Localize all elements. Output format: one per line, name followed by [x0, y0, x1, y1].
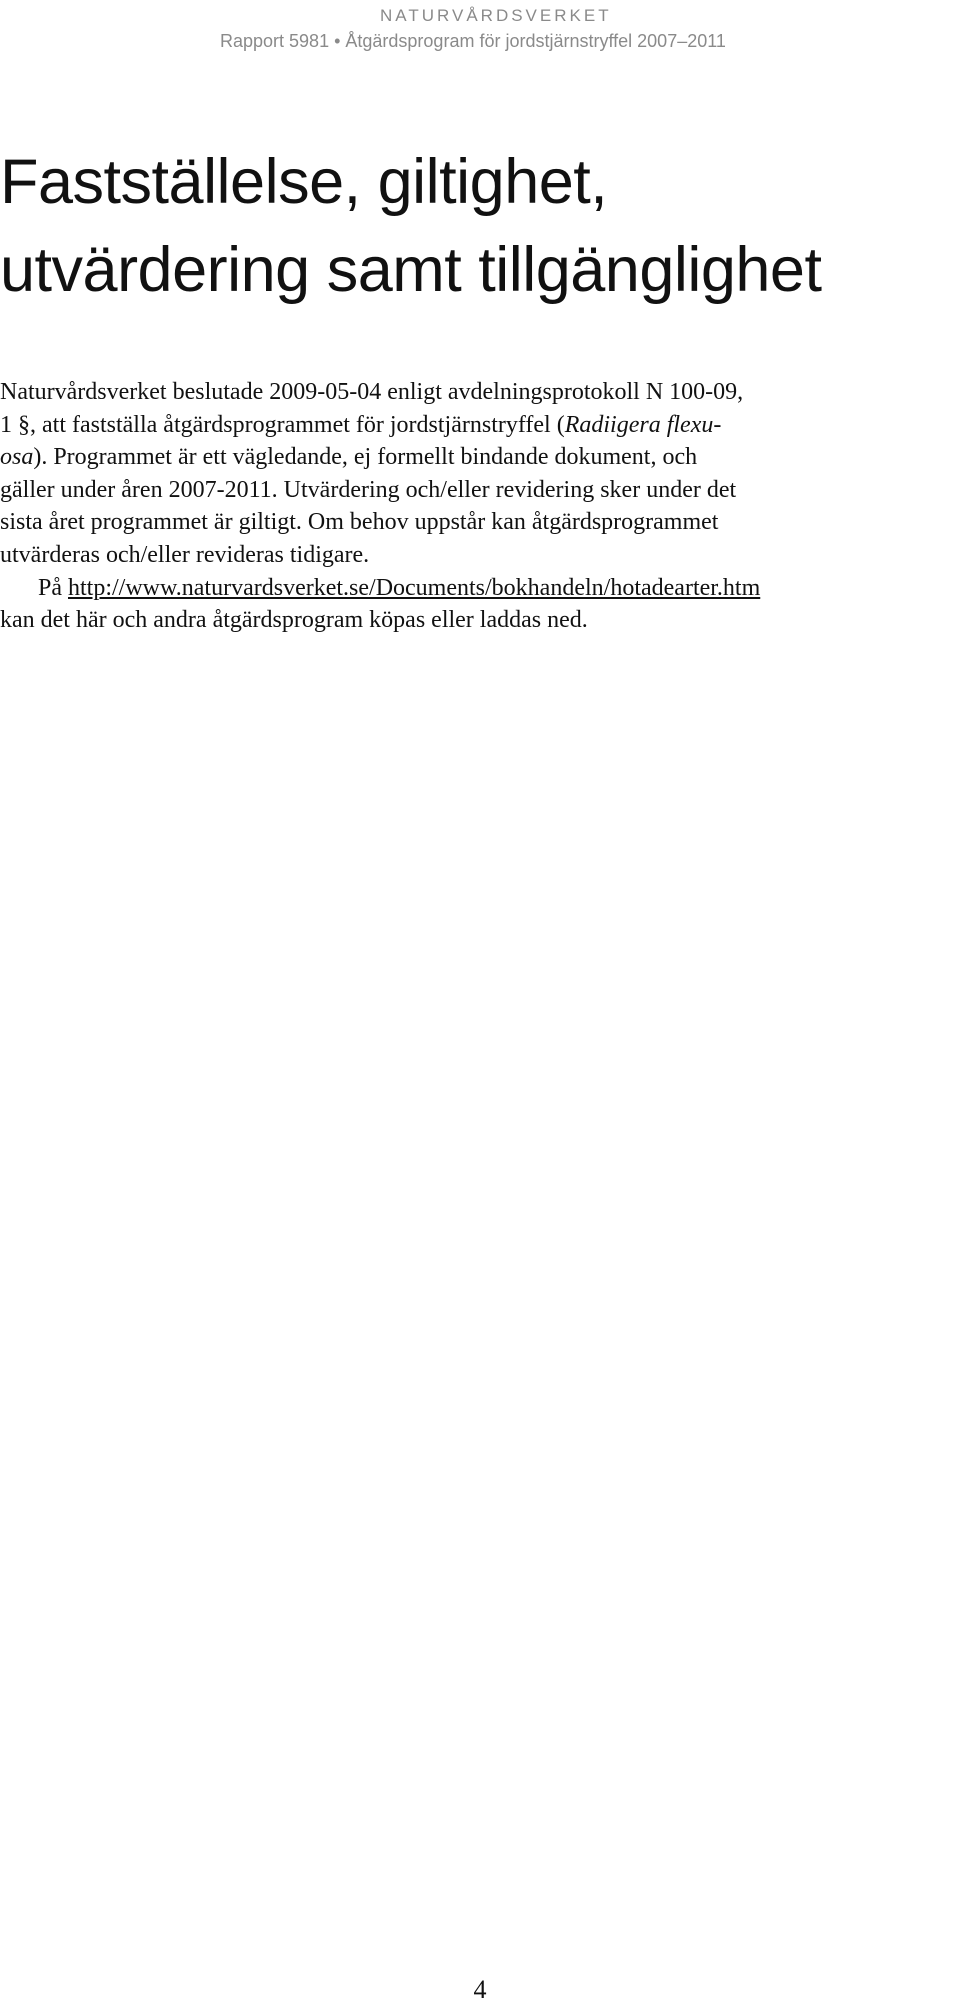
organization-name: NATURVÅRDSVERKET: [380, 6, 612, 25]
body-line: Naturvårdsverket beslutade 2009-05-04 enligt avdelningsprotokoll N 100-09,: [0, 379, 744, 405]
species-name-part-2: osa: [0, 444, 34, 471]
species-name-part-1: Radiigera flexu-: [564, 411, 722, 438]
body-line: sista året programmet är giltigt. Om behov uppstår kan åtgärdsprogrammet: [0, 509, 719, 536]
section-title-line-2: utvärdering samt tillgänglighet: [0, 235, 822, 305]
body-text-segment: 1 §, att fastställa åtgärdsprogrammet för jordstjärnstryffel (: [0, 411, 565, 438]
body-text-segment: På: [38, 574, 68, 601]
body-line: utvärderas och/eller revideras tidigare.: [0, 541, 370, 568]
body-line: gäller under åren 2007-2011. Utvärdering och/eller revidering sker under det: [0, 476, 737, 503]
download-link[interactable]: http://www.naturvardsverket.se/Documents/bokhandeln/hotadearter.htm: [68, 574, 761, 601]
report-line: Rapport 5981 • Åtgärdsprogram för jordstjärnstryffel 2007–2011: [220, 31, 726, 51]
page-number: 4: [473, 1975, 487, 2004]
body-text-segment: ). Programmet är ett vägledande, ej formellt bindande dokument, och: [33, 444, 698, 471]
body-line: [0, 441, 960, 474]
body-paragraph: [0, 376, 960, 637]
body-line: kan det här och andra åtgärdsprogram köpas eller laddas ned.: [0, 607, 588, 634]
body-line: [0, 572, 960, 605]
body-line: [0, 409, 960, 442]
section-title: [0, 138, 821, 314]
section-title-line-1: Fastställelse, giltighet,: [0, 147, 608, 217]
